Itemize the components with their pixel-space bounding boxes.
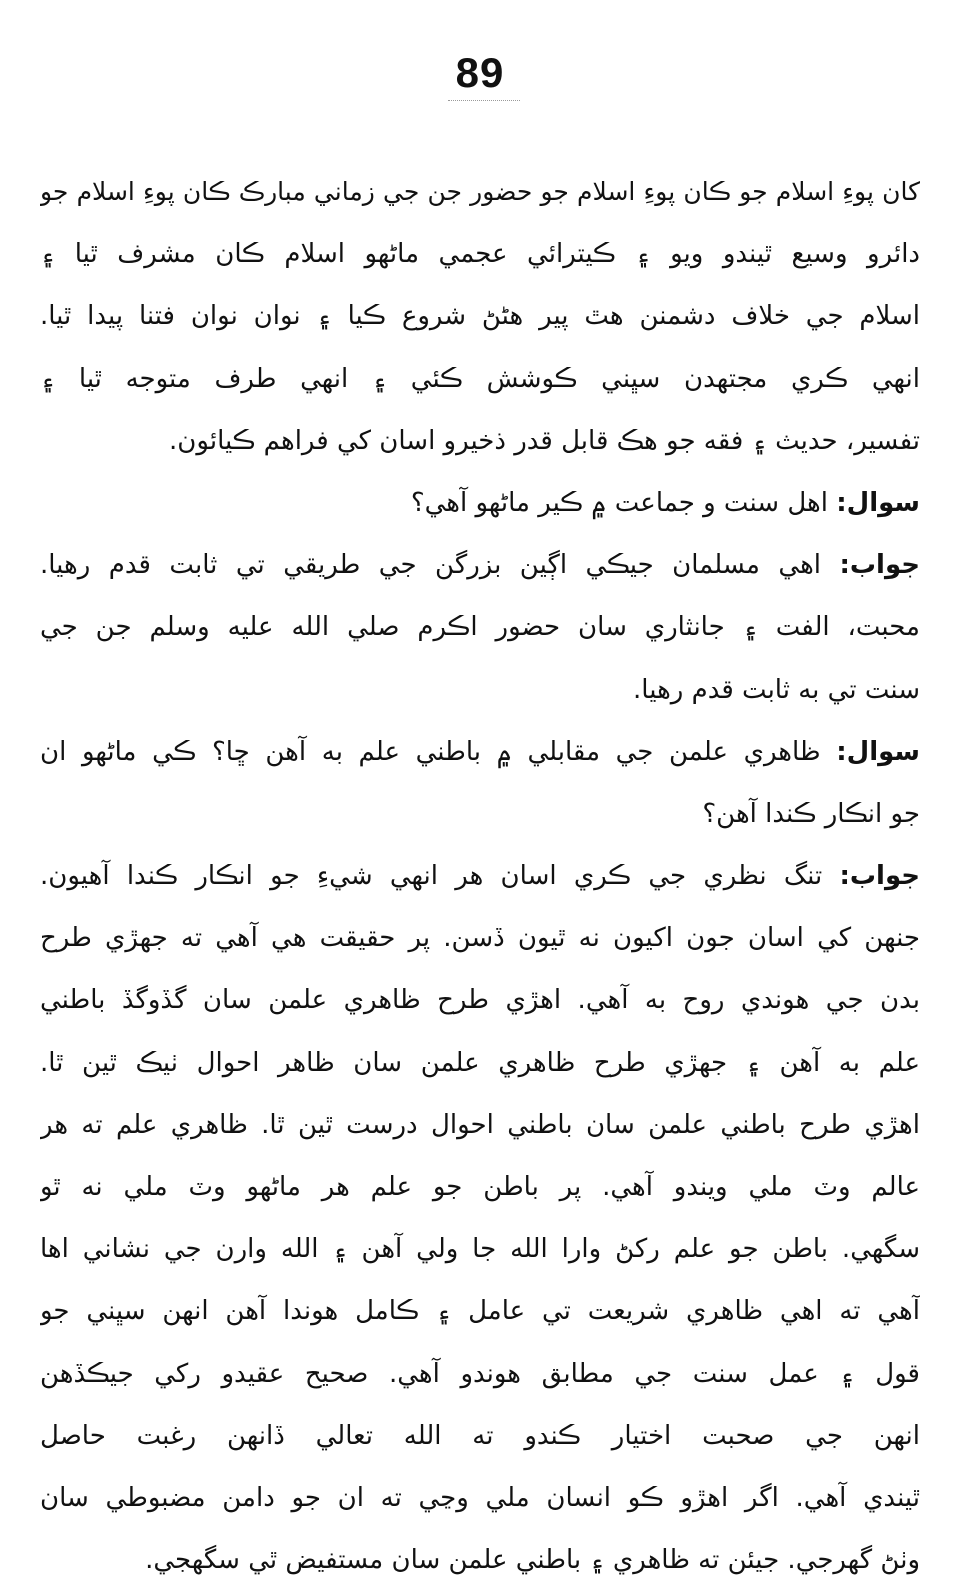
line-text: سگهي. باطن جو علم رکڻ وارا الله جا ولي آهن ۽ الله وارن جي نشاني اها — [40, 1234, 920, 1265]
line-text: بدن جي هوندي روح به آهي. اهڙي طرح ظاهري علمن سان گڏوگڏ باطني — [40, 985, 920, 1016]
line-text: سنت تي به ثابت قدم رهيا. — [633, 674, 920, 705]
text-line — [40, 1405, 920, 1467]
text-line — [40, 1343, 920, 1405]
line-text: ظاهري علمن جي مقابلي ۾ باطني علم به آهن ڇا؟ ڪي ماڻهو ان — [40, 736, 821, 767]
text-line — [40, 161, 920, 223]
text-line — [40, 348, 920, 410]
line-text: اهڙي طرح باطني علمن سان باطني احوال درست ٿين ٿا. ظاهري علم ته هر — [40, 1109, 920, 1140]
line-text: قول ۽ عمل سنت جي مطابق هوندو آهي. صحيح عقيدو رکي جيڪڏهن — [40, 1358, 920, 1389]
text-line — [40, 596, 920, 658]
text-line — [40, 1156, 920, 1218]
text-line — [40, 783, 920, 845]
page-number-rule — [448, 100, 520, 102]
line-text: عالم وٽ ملي ويندو آهي. پر باطن جو علم هر ماڻهو وٽ ملي نه ٿو — [40, 1172, 920, 1202]
qa-label: جواب: — [839, 550, 920, 581]
text-line — [40, 534, 920, 596]
text-line — [40, 1280, 920, 1342]
qa-label: جواب: — [839, 861, 920, 892]
text-line — [40, 721, 920, 783]
line-text: انهن جي صحبت اختيار ڪندو ته الله تعالي ڏانهن رغبت حاصل — [40, 1420, 920, 1451]
text-line — [40, 472, 920, 534]
text-line — [40, 1094, 920, 1156]
text-line — [40, 907, 920, 969]
text-line — [40, 1218, 920, 1280]
line-text: کان پوءِ اسلام جو ڪان پوءِ اسلام جو حضور جن جي زماني مبارڪ ڪان پوءِ اسلام جو — [40, 177, 920, 206]
line-text: آهي ته اهي ظاهري شريعت تي عامل ۽ ڪامل هوندا آهن انهن سڀني جو — [40, 1296, 920, 1327]
line-text: تنگ نظري جي ڪري اسان هر انهي شيءِ جو انڪار ڪندا آهيون. — [40, 861, 823, 892]
line-text: محبت، الفت ۽ جانثاري سان حضور اڪرم صلي الله عليه وسلم جن جي — [40, 612, 920, 643]
text-line — [40, 1032, 920, 1094]
text-line — [40, 659, 920, 721]
text-line — [40, 223, 920, 285]
line-text: وٺڻ گهرجي. جيئن ته ظاهري ۽ باطني علمن سان مستفيض ٿي سگهجي. — [145, 1545, 920, 1576]
line-text: اهل سنت و جماعت ۾ ڪير ماڻهو آهي؟ — [410, 487, 828, 518]
text-line — [40, 1529, 920, 1591]
qa-label: سوال: — [836, 487, 920, 518]
line-text: جو انڪار ڪندا آهن؟ — [702, 798, 920, 829]
text-line — [40, 969, 920, 1031]
page-number: 89 — [455, 49, 505, 96]
line-text: دائرو وسيع ٿيندو ويو ۽ ڪيترائي عجمي ماڻهو اسلام ڪان مشرف ٿيا ۽ — [40, 239, 920, 270]
qa-label: سوال: — [836, 736, 920, 767]
line-text: اسلام جي خلاف دشمنن هٿ پير هڻڻ شروع ڪيا ۽ نوان نوان فتنا پيدا ٿيا. — [40, 301, 920, 332]
text-line — [40, 1467, 920, 1529]
text-line — [40, 845, 920, 907]
line-text: اهي مسلمان جيڪي اڳين بزرگن جي طريقي تي ثابت قدم رهيا. — [40, 550, 822, 581]
body-text — [40, 161, 920, 1591]
text-line — [40, 410, 920, 472]
line-text: ٿيندي آهي. اگر اهڙو ڪو انسان ملي وڃي ته ان جو دامن مضبوطي سان — [40, 1482, 920, 1513]
line-text: جنهن کي اسان جون اکيون نه ٿيون ڏسن. پر حقيقت هي آهي ته جهڙي طرح — [40, 923, 920, 954]
line-text: تفسير، حديث ۽ فقه جو هڪ قابل قدر ذخيرو اسان کي فراهم ڪيائون. — [169, 425, 920, 456]
line-text: علم به آهن ۽ جهڙي طرح ظاهري علمن سان ظاهر احوال ٺيڪ ٿين ٿا. — [40, 1047, 920, 1078]
text-line — [40, 285, 920, 347]
line-text: انهي ڪري مجتهدن سڀني ڪوشش ڪئي ۽ انهي طرف متوجه ٿيا ۽ — [40, 363, 920, 394]
